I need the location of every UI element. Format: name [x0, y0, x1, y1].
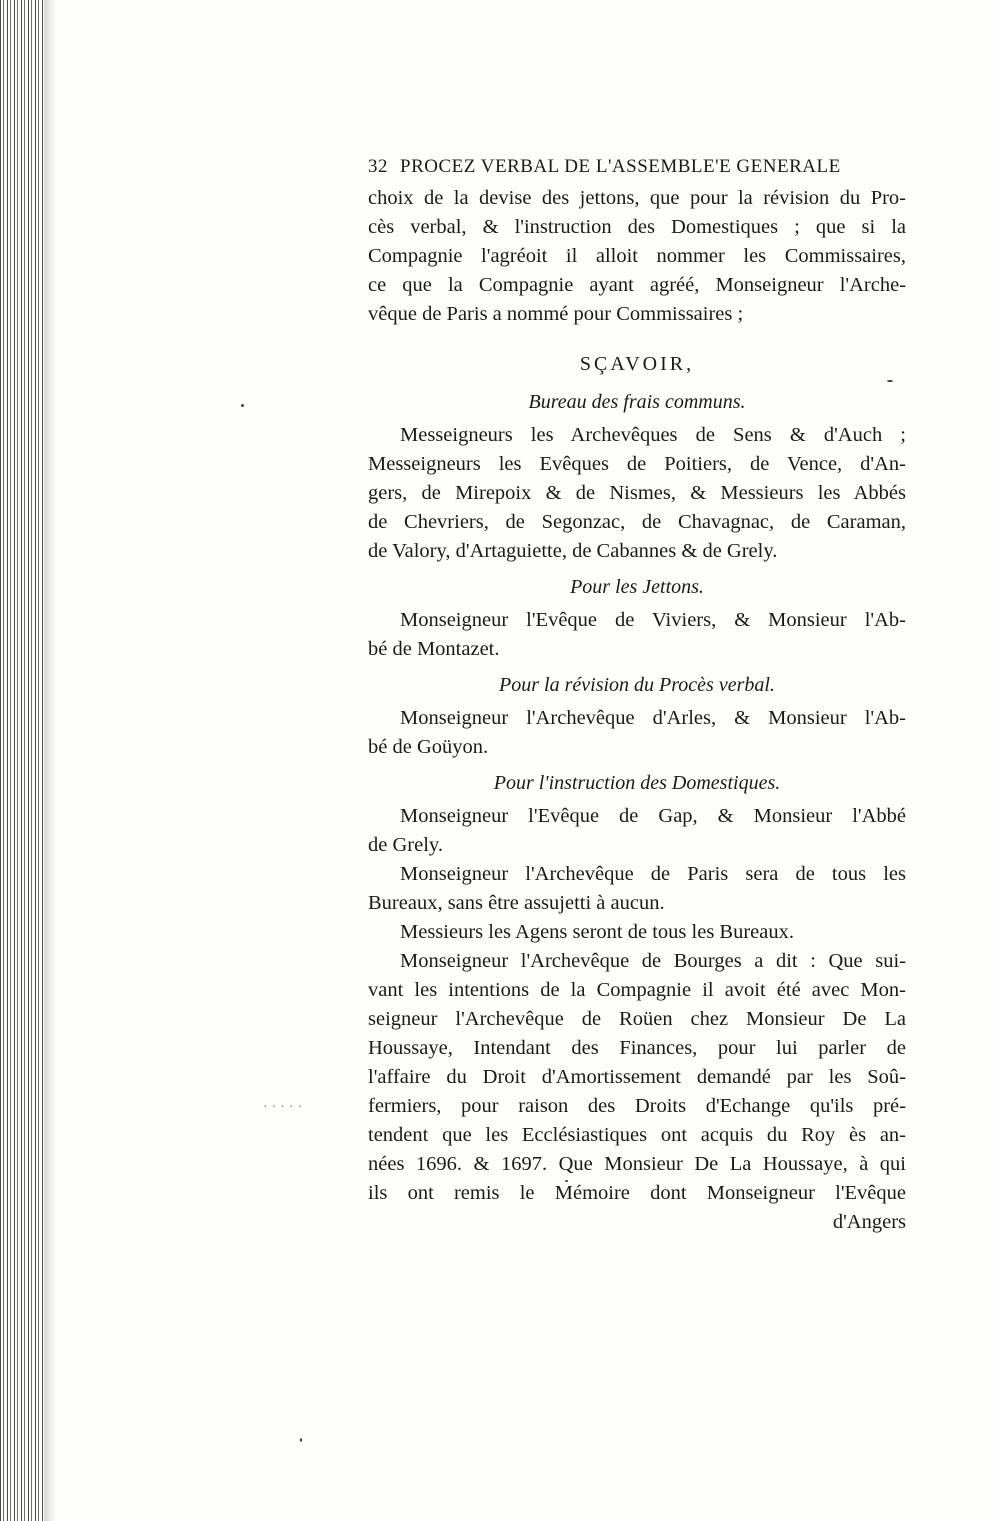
- text-line: choix de la devise des jettons, que pour la révision du Pro-: [368, 187, 906, 209]
- text-line: Monseigneur l'Evêque de Gap, & Monsieur l'Abbé: [400, 805, 906, 827]
- text-line: ce que la Compagnie ayant agréé, Monseigneur l'Arche-: [368, 274, 906, 296]
- text-line: de Valory, d'Artaguiette, de Cabannes & de Grely.: [368, 540, 778, 562]
- paragraph-domestiques: [368, 802, 906, 860]
- text-line: ils ont remis le Mémoire dont Monseigneur l'Evêque: [368, 1182, 906, 1204]
- paragraph-bourges: [368, 947, 906, 1208]
- catchword: d'Angers: [832, 1211, 906, 1233]
- text-line: Compagnie l'agréoit il alloit nommer les Commissaires,: [368, 245, 906, 267]
- text-line: gers, de Mirepoix & de Nismes, & Messieurs les Abbés: [368, 482, 906, 504]
- text-line: Houssaye, Intendant des Finances, pour lui parler de: [368, 1037, 906, 1059]
- text-line: Monseigneur l'Archevêque de Bourges a dit : Que sui-: [400, 950, 906, 972]
- running-head-title: PROCEZ VERBAL DE L'ASSEMBLE'E GENERALE: [400, 156, 841, 177]
- binding-shadow: [44, 0, 56, 1521]
- text-line: l'affaire du Droit d'Amortissement demandé par les Soû-: [368, 1066, 906, 1088]
- page-number: 32: [368, 156, 388, 177]
- text-line: Messeigneurs les Archevêques de Sens & d'Auch ;: [400, 424, 906, 446]
- paragraph-jettons: [368, 606, 906, 664]
- text-line: de Chevriers, de Segonzac, de Chavagnac, de Caraman,: [368, 511, 906, 533]
- text-line: tendent que les Ecclésiastiques ont acquis du Roy ès an-: [368, 1124, 906, 1146]
- text-line: vêque de Paris a nommé pour Commissaires ;: [368, 303, 744, 325]
- running-head: [368, 150, 906, 184]
- paragraph-revision: [368, 704, 906, 762]
- heading-revision: Pour la révision du Procès verbal.: [499, 674, 775, 696]
- text-line: fermiers, pour raison des Droits d'Echange qu'ils pré-: [368, 1095, 906, 1117]
- heading-bureau-frais: Bureau des frais communs.: [528, 391, 746, 413]
- paragraph-bureau-frais: [368, 421, 906, 566]
- heading-scavoir: SÇAVOIR,: [579, 353, 695, 375]
- text-line: Messeigneurs les Evêques de Poitiers, de Vence, d'An-: [368, 453, 906, 475]
- text-line: vant les intentions de la Compagnie il avoit été avec Mon-: [368, 979, 906, 1001]
- margin-smudge: ·····: [262, 1100, 306, 1113]
- text-line: Monseigneur l'Evêque de Viviers, & Monsieur l'Ab-: [400, 609, 906, 631]
- text-line: Bureaux, sans être assujetti à aucun.: [368, 892, 665, 914]
- text-line: bé de Montazet.: [368, 638, 500, 660]
- text-line: seigneur l'Archevêque de Roüen chez Monsieur De La: [368, 1008, 906, 1030]
- text-line: de Grely.: [368, 834, 443, 856]
- paragraph-paris: [368, 860, 906, 918]
- paragraph-agens: [368, 918, 906, 947]
- intro-paragraph: [368, 184, 906, 329]
- heading-domestiques: Pour l'instruction des Domestiques.: [493, 772, 781, 794]
- heading-jettons: Pour les Jettons.: [570, 576, 704, 598]
- text-line: Messieurs les Agens seront de tous les Bureaux.: [400, 921, 794, 943]
- text-line: bé de Goüyon.: [368, 736, 489, 758]
- page-binding-edge: [0, 0, 44, 1521]
- text-line: Monseigneur l'Archevêque de Paris sera de tous les: [400, 863, 906, 885]
- ink-speck: [300, 1438, 302, 1442]
- ink-speck: [241, 404, 244, 407]
- text-line: cès verbal, & l'instruction des Domestiques ; que si la: [368, 216, 906, 238]
- text-line: Monseigneur l'Archevêque d'Arles, & Monsieur l'Ab-: [400, 707, 906, 729]
- text-line: nées 1696. & 1697. Que Monsieur De La Houssaye, à qui: [368, 1153, 906, 1175]
- text-block: [368, 150, 906, 1237]
